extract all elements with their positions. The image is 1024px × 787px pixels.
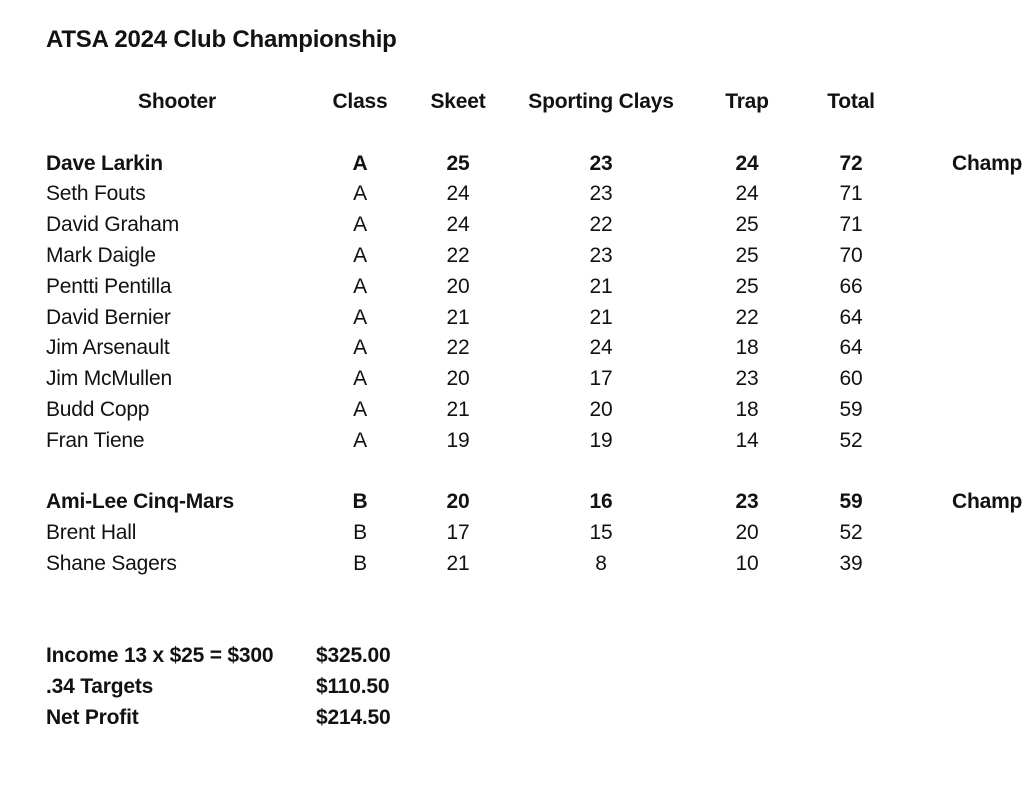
cell-skeet: 20 [446,490,470,514]
cell-total: 52 [839,521,863,545]
cell-trap: 18 [735,397,759,421]
cell-total: 60 [839,367,863,391]
table-row [46,364,1024,395]
cell-champ-note: Champ [952,490,1023,514]
cell-trap: 22 [735,305,759,329]
net-profit-label: Net Profit [46,705,139,729]
table-row [46,549,1024,580]
cell-champ-note [906,395,1024,426]
cell-total: 52 [839,428,863,452]
cell-trap: 25 [735,243,759,267]
cell-class: A [353,243,367,267]
cell-trap: 14 [735,428,759,452]
cell-champ-note [906,241,1024,272]
cell-total: 59 [839,397,863,421]
col-header-trap: Trap [725,90,769,113]
cell-sporting-clays: 23 [589,151,613,175]
cell-total: 70 [839,243,863,267]
spacer-row [46,118,1024,149]
cell-sporting-clays: 23 [589,243,613,267]
cell-champ-note [906,272,1024,303]
col-header-shooter: Shooter [138,90,216,113]
cell-champ-note [906,303,1024,334]
cell-trap: 23 [735,367,759,391]
cell-skeet: 20 [446,274,470,298]
table-row [46,333,1024,364]
col-header-skeet: Skeet [430,90,486,113]
cell-sporting-clays: 21 [589,305,613,329]
targets-amount: $110.50 [316,675,390,699]
cell-total: 71 [839,213,863,237]
cell-shooter: Mark Daigle [46,243,156,267]
cell-shooter: Shane Sagers [46,551,177,575]
cell-sporting-clays: 24 [589,336,613,360]
col-header-note [906,87,1024,118]
cell-sporting-clays: 8 [595,551,607,575]
cell-skeet: 20 [446,367,470,391]
cell-trap: 25 [735,213,759,237]
cell-skeet: 19 [446,428,470,452]
cell-class: A [353,305,367,329]
cell-sporting-clays: 21 [589,274,613,298]
cell-class: A [353,397,367,421]
table-row [46,487,1024,518]
table-row [46,210,1024,241]
cell-skeet: 24 [446,213,470,237]
summary-row-net-profit [46,703,1024,734]
summary-section [46,641,1024,733]
table-row [46,272,1024,303]
cell-class: A [353,213,367,237]
table-row [46,241,1024,272]
col-header-total: Total [827,90,875,113]
income-amount: $325.00 [316,644,391,668]
cell-skeet: 21 [446,305,470,329]
cell-sporting-clays: 16 [589,490,613,514]
cell-trap: 23 [735,490,759,514]
cell-sporting-clays: 15 [589,521,613,545]
cell-total: 64 [839,336,863,360]
table-header-row [46,87,1024,118]
summary-row-targets [46,672,1024,703]
table-row [46,149,1024,180]
cell-champ-note: Champ [952,151,1023,175]
cell-trap: 10 [735,551,759,575]
cell-total: 39 [839,551,863,575]
cell-sporting-clays: 20 [589,397,613,421]
targets-label: .34 Targets [46,675,154,699]
cell-class: B [353,551,367,575]
cell-champ-note [906,210,1024,241]
cell-skeet: 25 [446,151,470,175]
cell-class: A [353,274,367,298]
cell-shooter: Dave Larkin [46,151,163,175]
cell-champ-note [906,518,1024,549]
cell-trap: 20 [735,521,759,545]
cell-shooter: Seth Fouts [46,182,146,206]
table-row [46,518,1024,549]
cell-champ-note [906,364,1024,395]
col-header-sporting-clays: Sporting Clays [528,90,674,113]
cell-skeet: 21 [446,397,470,421]
cell-trap: 24 [735,182,759,206]
cell-shooter: Pentti Pentilla [46,274,172,298]
net-profit-amount: $214.50 [316,705,391,729]
income-label: Income 13 x $25 = $300 [46,644,274,668]
cell-class: B [353,521,367,545]
cell-shooter: Brent Hall [46,521,137,545]
spacer-row [46,457,1024,488]
cell-total: 71 [839,182,863,206]
results-table [46,87,1024,580]
cell-champ-note [906,426,1024,457]
cell-skeet: 22 [446,243,470,267]
table-row [46,426,1024,457]
cell-trap: 24 [735,151,759,175]
cell-shooter: Fran Tiene [46,428,145,452]
cell-sporting-clays: 23 [589,182,613,206]
cell-total: 59 [839,490,863,514]
cell-champ-note [906,179,1024,210]
cell-total: 64 [839,305,863,329]
cell-skeet: 21 [446,551,470,575]
cell-class: A [352,151,368,175]
cell-total: 66 [839,274,863,298]
cell-class: A [353,367,367,391]
table-row [46,303,1024,334]
cell-trap: 18 [735,336,759,360]
page-title: ATSA 2024 Club Championship [46,26,397,53]
cell-skeet: 17 [446,521,470,545]
cell-class: A [353,428,367,452]
col-header-class: Class [332,90,388,113]
cell-class: A [353,182,367,206]
cell-shooter: Budd Copp [46,397,150,421]
cell-sporting-clays: 17 [589,367,613,391]
cell-shooter: David Bernier [46,305,171,329]
table-row [46,395,1024,426]
cell-total: 72 [839,151,863,175]
cell-skeet: 24 [446,182,470,206]
cell-shooter: David Graham [46,213,179,237]
cell-champ-note [906,549,1024,580]
cell-shooter: Jim Arsenault [46,336,170,360]
cell-skeet: 22 [446,336,470,360]
cell-shooter: Jim McMullen [46,367,172,391]
table-row [46,179,1024,210]
cell-class: B [352,490,368,514]
cell-trap: 25 [735,274,759,298]
cell-sporting-clays: 19 [589,428,613,452]
cell-class: A [353,336,367,360]
summary-row-income [46,641,1024,672]
cell-shooter: Ami-Lee Cinq-Mars [46,490,234,514]
cell-champ-note [906,333,1024,364]
cell-sporting-clays: 22 [589,213,613,237]
